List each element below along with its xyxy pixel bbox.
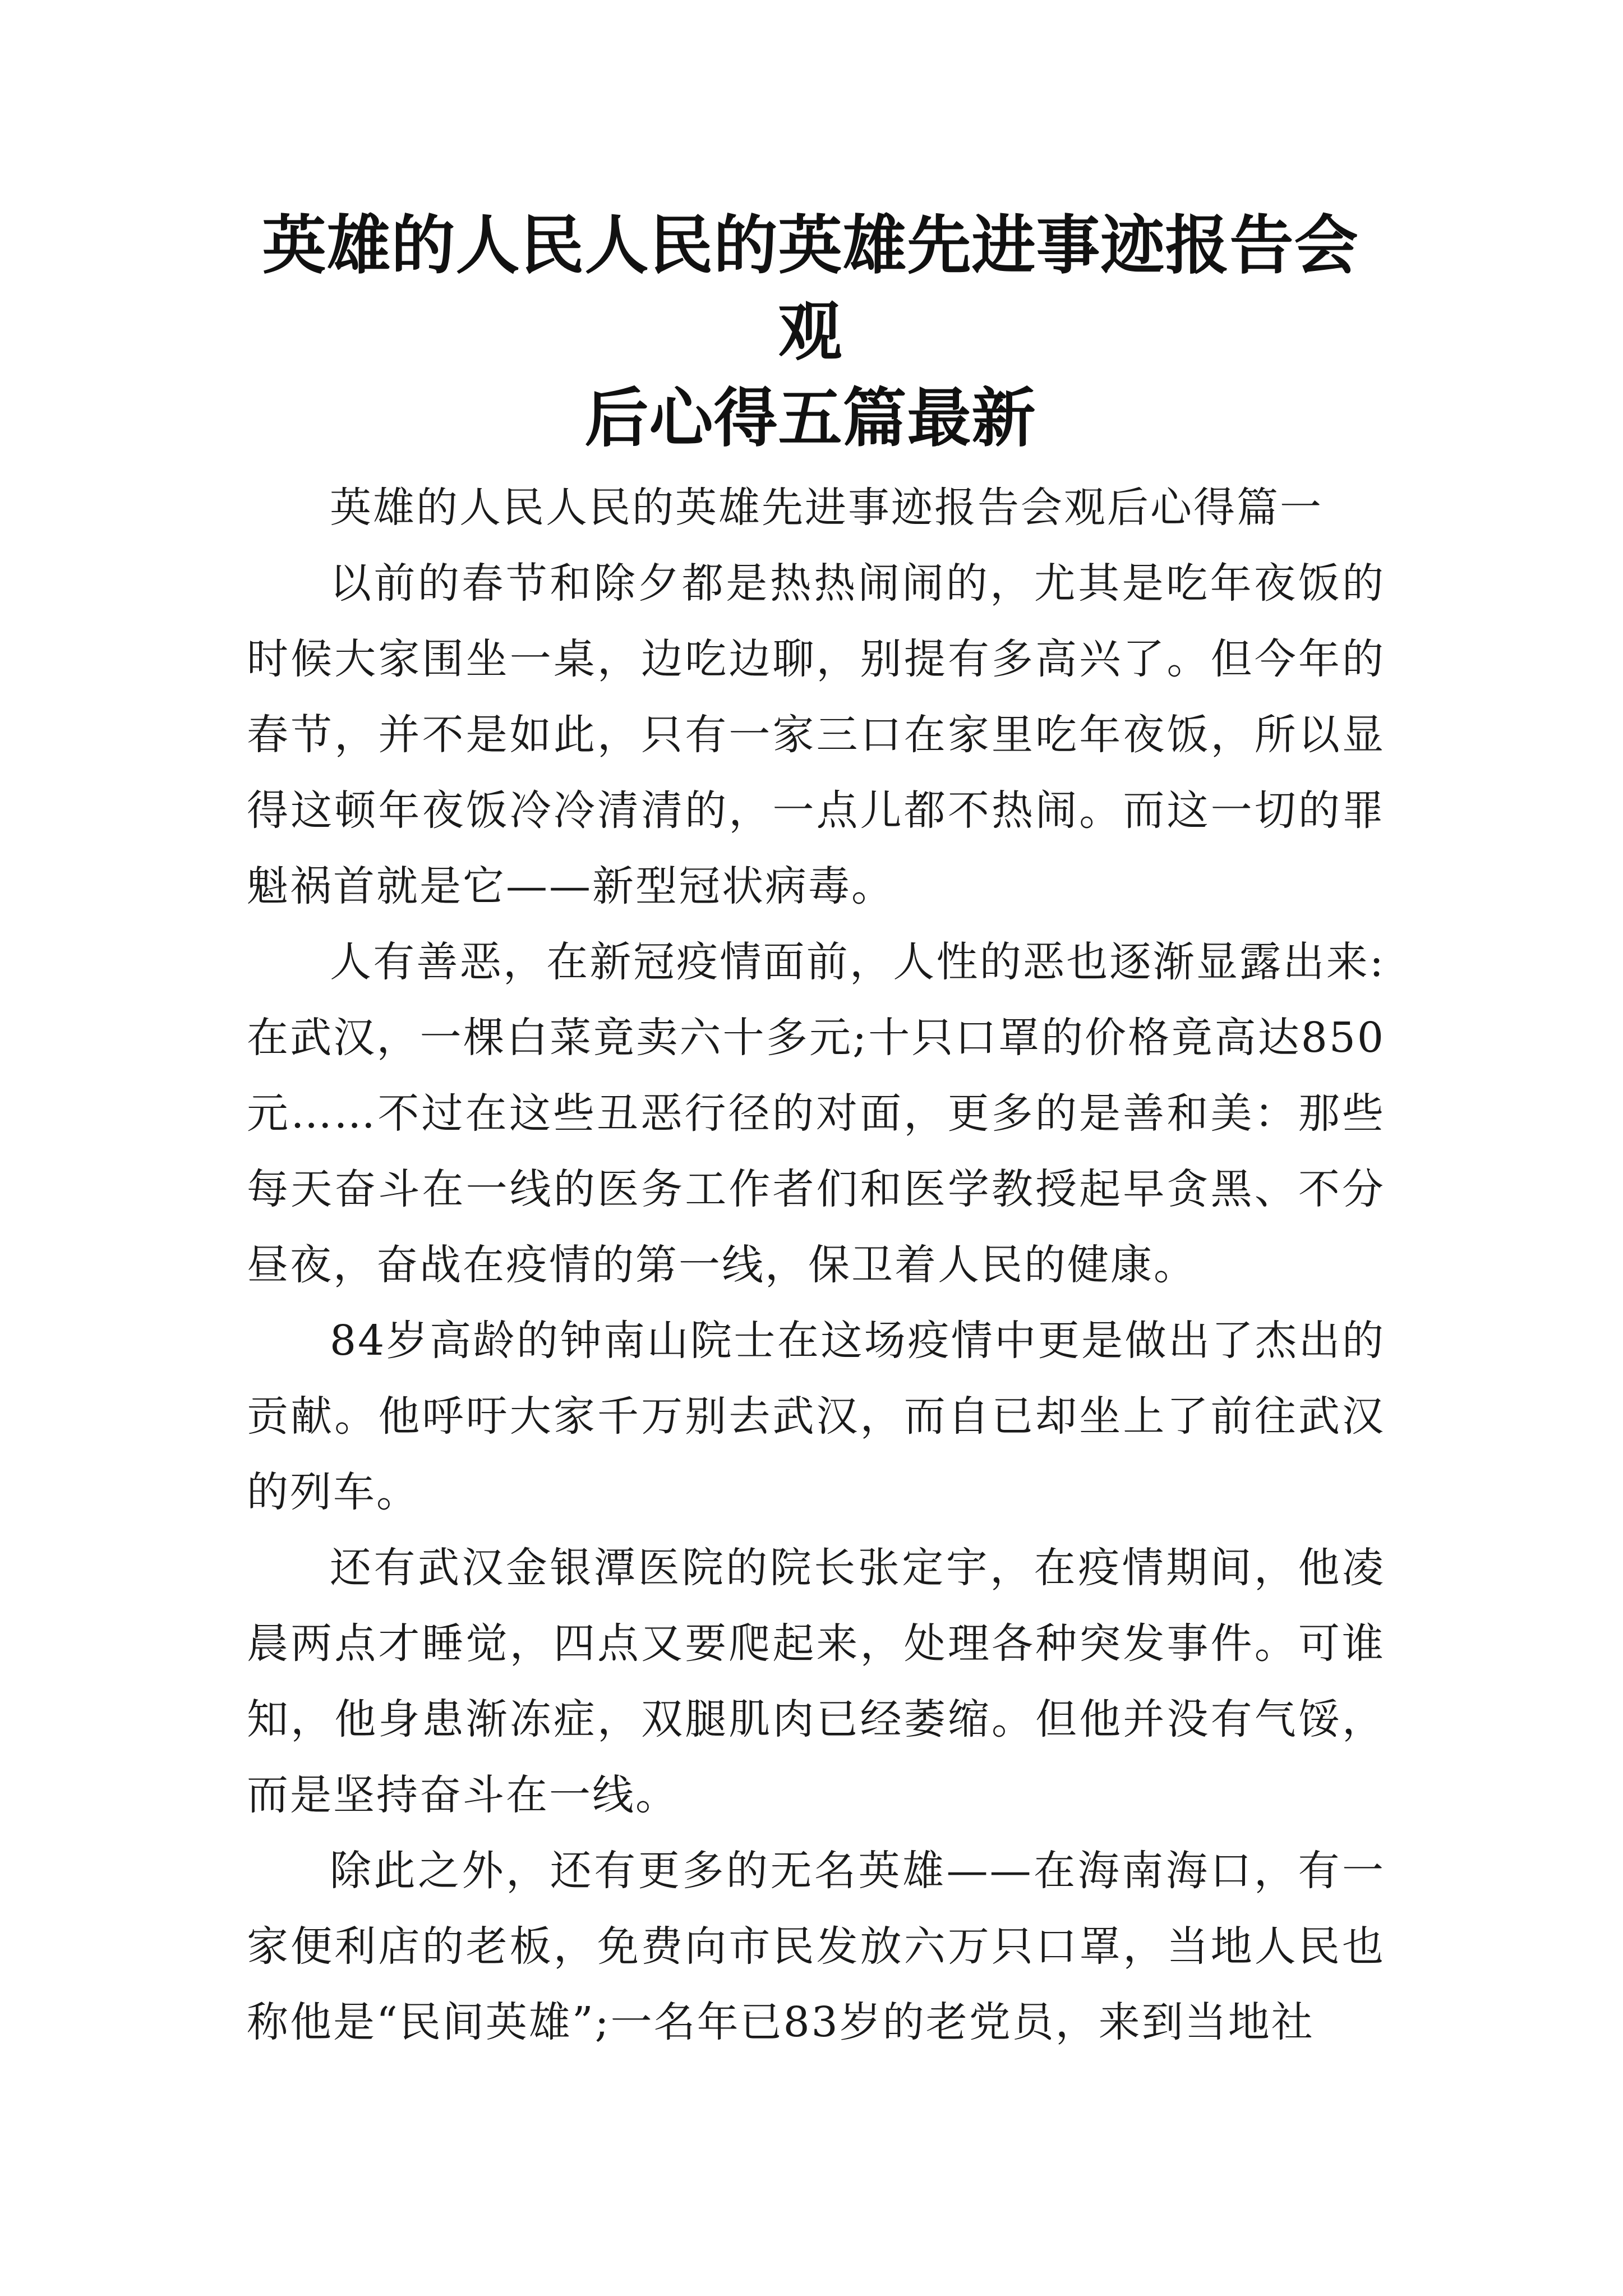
document-title <box>247 202 1374 461</box>
paragraph: 人有善恶，在新冠疫情面前，人性的恶也逐渐显露出来:在武汉，一棵白菜竟卖六十多元;十只口罩的价格竟高达850元……不过在这些丑恶行径的对面，更多的是善和美：那些每天奋斗在一线的医务工作者们和医学教授起早贪黑、不分昼夜，奋战在疫情的第一线，保卫着人民的健康。 <box>247 938 1385 1289</box>
paragraph: 还有武汉金银潭医院的院长张定宇，在疫情期间，他凌晨两点才睡觉，四点又要爬起来，处理各种突发事件。可谁知，他身患渐冻症，双腿肌肉已经萎缩。但他并没有气馁，而是坚持奋斗在一线。 <box>247 1544 1385 1819</box>
paragraph: 除此之外，还有更多的无名英雄——在海南海口，有一家便利店的老板，免费向市民发放六万只口罩，当地人民也称他是“民间英雄”;一名年已83岁的老党员，来到当地社 <box>247 1847 1385 2046</box>
title-line-2: 后心得五篇最新 <box>584 380 1036 455</box>
paragraph: 84岁高龄的钟南山院士在这场疫情中更是做出了杰出的贡献。他呼吁大家千万别去武汉，而自已却坐上了前往武汉的列车。 <box>247 1317 1385 1516</box>
title-line-1: 英雄的人民人民的英雄先进事迹报告会观 <box>262 208 1359 369</box>
document-body <box>247 470 1385 2060</box>
paragraph: 以前的春节和除夕都是热热闹闹的，尤其是吃年夜饭的时候大家围坐一桌，边吃边聊，别提有多高兴了。但今年的春节，并不是如此，只有一家三口在家里吃年夜饭，所以显得这顿年夜饭冷冷清清的，一点儿都不热闹。而这一切的罪魁祸首就是它——新型冠状病毒。 <box>247 559 1385 910</box>
section-heading: 英雄的人民人民的英雄先进事迹报告会观后心得篇一 <box>330 484 1323 532</box>
